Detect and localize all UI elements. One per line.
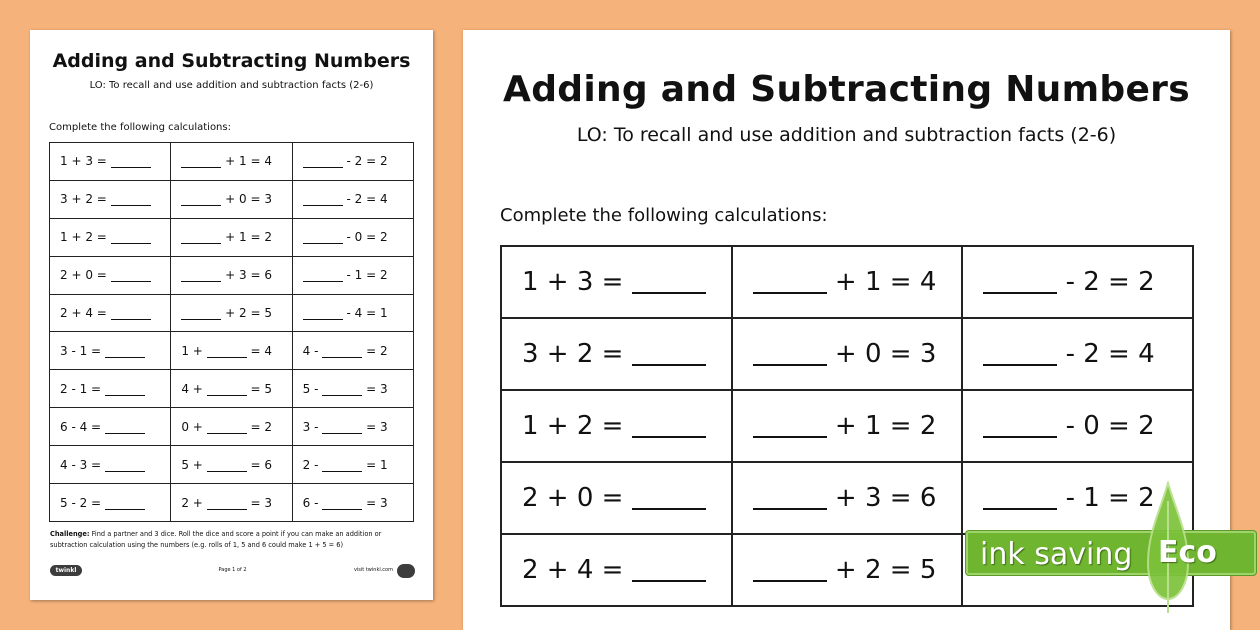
calculation-cell [292, 484, 413, 522]
answer-blank[interactable] [111, 270, 151, 282]
page-title: Adding and Subtracting Numbers [503, 69, 1190, 110]
answer-blank[interactable] [303, 194, 343, 206]
equation-right: = 4 [250, 343, 273, 358]
calculation-cell [171, 218, 292, 256]
answer-blank[interactable] [322, 498, 362, 510]
answer-blank[interactable] [753, 272, 827, 294]
equation-left: 5 - [302, 381, 319, 396]
equation-right: + 1 = 2 [225, 230, 272, 245]
calculation-row [50, 143, 414, 181]
equation-left: 4 - 3 = [60, 457, 102, 472]
answer-blank[interactable] [632, 488, 706, 510]
answer-blank[interactable] [983, 344, 1057, 366]
equation-left: 3 - [302, 419, 319, 434]
answer-blank[interactable] [207, 460, 247, 472]
answer-blank[interactable] [207, 498, 247, 510]
calculation-row [501, 246, 1193, 318]
equation-right: - 2 = 2 [1065, 267, 1155, 297]
equation-left: 5 + [181, 457, 203, 472]
answer-blank[interactable] [181, 156, 221, 168]
answer-blank[interactable] [632, 416, 706, 438]
equation-right: - 2 = 4 [1065, 339, 1155, 369]
answer-blank[interactable] [105, 384, 145, 396]
equation-left: 2 + 0 = [60, 268, 107, 283]
equation-left: 3 + 2 = [60, 192, 107, 207]
equation-right: + 0 = 3 [225, 192, 272, 207]
page-number: Page 1 of 2 [218, 567, 247, 573]
answer-blank[interactable] [105, 422, 145, 434]
calculation-cell [501, 246, 732, 318]
calculation-row [50, 446, 414, 484]
equation-left: 2 - 1 = [60, 381, 102, 396]
calculation-cell [171, 408, 292, 446]
equation-left: 1 + 2 = [60, 230, 107, 245]
thumbnail-title: Adding and Subtracting Numbers [52, 50, 411, 72]
answer-blank[interactable] [111, 308, 151, 320]
equation-left: 1 + 2 = [522, 411, 624, 441]
answer-blank[interactable] [105, 498, 145, 510]
calculation-cell [962, 246, 1193, 318]
calculation-cell [962, 390, 1193, 462]
calculation-row [50, 484, 414, 522]
equation-right: + 3 = 6 [225, 268, 272, 283]
answer-blank[interactable] [207, 384, 247, 396]
calculation-cell [501, 318, 732, 390]
calculation-cell [501, 390, 732, 462]
calculation-cell [50, 256, 171, 294]
calculation-cell [732, 246, 963, 318]
calculation-row [50, 332, 414, 370]
calculation-cell [50, 446, 171, 484]
calculation-cell [292, 408, 413, 446]
calculation-cell [50, 218, 171, 256]
calculation-cell [50, 180, 171, 218]
equation-right: + 2 = 5 [834, 555, 937, 585]
equation-right: + 1 = 4 [225, 154, 272, 169]
equation-left: 4 - [302, 343, 319, 358]
calculation-cell [171, 446, 292, 484]
equation-right: + 1 = 4 [834, 267, 937, 297]
leaf-drop-icon [1146, 481, 1190, 616]
equation-right: - 2 = 4 [346, 192, 388, 207]
answer-blank[interactable] [632, 272, 706, 294]
calculation-row [50, 256, 414, 294]
calculation-cell [292, 143, 413, 181]
answer-blank[interactable] [181, 308, 221, 320]
eco-word: Eco [1158, 535, 1217, 570]
calculation-cell [50, 408, 171, 446]
calculation-cell [962, 318, 1193, 390]
equation-right: = 3 [250, 495, 273, 510]
challenge-body: Find a partner and 3 dice. Roll the dice and score a point if you can make an addition or subtraction calculation using the numbers (e.g. rolls of 1, 5 and 6 could make 1 + 5 = 6) [50, 530, 382, 549]
equation-left: 5 - 2 = [60, 495, 102, 510]
answer-blank[interactable] [111, 232, 151, 244]
equation-left: 2 + 0 = [522, 483, 624, 513]
calculation-cell [292, 256, 413, 294]
thumbnail-calculation-grid [49, 142, 414, 522]
calculation-cell [171, 294, 292, 332]
calculation-cell [732, 390, 963, 462]
calculation-row [50, 218, 414, 256]
answer-blank[interactable] [753, 416, 827, 438]
twinkl-badge-icon [397, 564, 415, 578]
equation-left: 2 + 4 = [522, 555, 624, 585]
equation-right: = 2 [250, 419, 273, 434]
equation-right: = 1 [366, 457, 388, 472]
visit-link: visit twinkl.com [353, 567, 393, 573]
equation-left: 2 + 4 = [60, 306, 107, 320]
equation-right: = 6 [250, 457, 273, 472]
answer-blank[interactable] [753, 344, 827, 366]
calculation-cell [50, 143, 171, 181]
equation-right: = 3 [366, 419, 388, 434]
answer-blank[interactable] [983, 272, 1057, 294]
calculation-cell [171, 370, 292, 408]
answer-blank[interactable] [322, 346, 362, 358]
answer-blank[interactable] [632, 560, 706, 582]
answer-blank[interactable] [303, 156, 343, 168]
answer-blank[interactable] [181, 270, 221, 282]
twinkl-logo: twinkl [50, 565, 82, 576]
equation-left: 1 + 3 = [522, 267, 624, 297]
calculation-row [50, 180, 414, 218]
equation-left: 6 - [302, 495, 319, 510]
calculation-cell [50, 370, 171, 408]
page-footer [50, 563, 415, 579]
calculation-cell [171, 143, 292, 181]
calculation-row [501, 390, 1193, 462]
equation-right: - 1 = 2 [346, 268, 388, 283]
answer-blank[interactable] [303, 270, 343, 282]
calculation-row [50, 294, 414, 332]
equation-right: + 2 = 5 [225, 306, 272, 320]
calculation-cell [501, 462, 732, 534]
equation-left: 4 + [181, 381, 203, 396]
equation-right: - 0 = 2 [1065, 411, 1155, 441]
answer-blank[interactable] [207, 346, 247, 358]
answer-blank[interactable] [322, 460, 362, 472]
calculation-row [50, 408, 414, 446]
calculation-cell [50, 294, 171, 332]
equation-right: = 3 [366, 381, 388, 396]
calculation-row [501, 318, 1193, 390]
answer-blank[interactable] [181, 232, 221, 244]
answer-blank[interactable] [303, 232, 343, 244]
calculation-cell [50, 332, 171, 370]
thumbnail-learning-objective: LO: To recall and use addition and subtraction facts (2-6) [89, 80, 374, 91]
instruction: Complete the following calculations: [500, 205, 828, 226]
calculation-cell [732, 534, 963, 606]
calculation-cell [501, 534, 732, 606]
equation-right: - 4 = 1 [346, 306, 388, 320]
calculation-cell [732, 462, 963, 534]
answer-blank[interactable] [322, 422, 362, 434]
answer-blank[interactable] [111, 156, 151, 168]
equation-left: 6 - 4 = [60, 419, 102, 434]
equation-right: = 3 [366, 495, 388, 510]
answer-blank[interactable] [181, 194, 221, 206]
calculation-cell [292, 446, 413, 484]
calculation-cell [292, 332, 413, 370]
calculation-cell [292, 218, 413, 256]
answer-blank[interactable] [111, 194, 151, 206]
equation-left: 3 + 2 = [522, 339, 624, 369]
answer-blank[interactable] [105, 346, 145, 358]
equation-left: 1 + [181, 343, 203, 358]
equation-left: 2 - [302, 457, 319, 472]
challenge-text [50, 529, 415, 551]
worksheet-thumbnail [30, 30, 433, 600]
eco-label: ink saving [980, 537, 1133, 572]
calculation-cell [292, 294, 413, 332]
equation-left: 0 + [181, 419, 203, 434]
calculation-cell [732, 318, 963, 390]
equation-right: = 5 [250, 381, 273, 396]
calculation-cell [171, 332, 292, 370]
answer-blank[interactable] [303, 308, 343, 320]
equation-right: + 1 = 2 [834, 411, 937, 441]
calculation-cell [50, 484, 171, 522]
answer-blank[interactable] [207, 422, 247, 434]
equation-right: - 0 = 2 [346, 230, 388, 245]
answer-blank[interactable] [753, 560, 827, 582]
eco-ink-saving-badge [966, 481, 1260, 616]
calculation-row [50, 370, 414, 408]
thumbnail-instruction: Complete the following calculations: [49, 122, 231, 133]
calculation-cell [171, 256, 292, 294]
answer-blank[interactable] [632, 344, 706, 366]
calculation-cell [171, 180, 292, 218]
answer-blank[interactable] [105, 460, 145, 472]
equation-right: + 3 = 6 [834, 483, 937, 513]
equation-right: - 2 = 2 [346, 154, 388, 169]
equation-right: = 2 [366, 343, 388, 358]
equation-left: 3 - 1 = [60, 343, 102, 358]
calculation-cell [292, 370, 413, 408]
answer-blank[interactable] [322, 384, 362, 396]
equation-left: 1 + 3 = [60, 154, 107, 169]
challenge-label: Challenge: [50, 530, 90, 538]
answer-blank[interactable] [983, 416, 1057, 438]
calculation-cell [171, 484, 292, 522]
answer-blank[interactable] [753, 488, 827, 510]
calculation-cell [292, 180, 413, 218]
equation-left: 2 + [181, 495, 203, 510]
equation-right: + 0 = 3 [834, 339, 937, 369]
equation-right: - 1 = 2 [1065, 483, 1155, 513]
learning-objective: LO: To recall and use addition and subtraction facts (2-6) [576, 124, 1117, 146]
eco-banner [966, 531, 1256, 575]
